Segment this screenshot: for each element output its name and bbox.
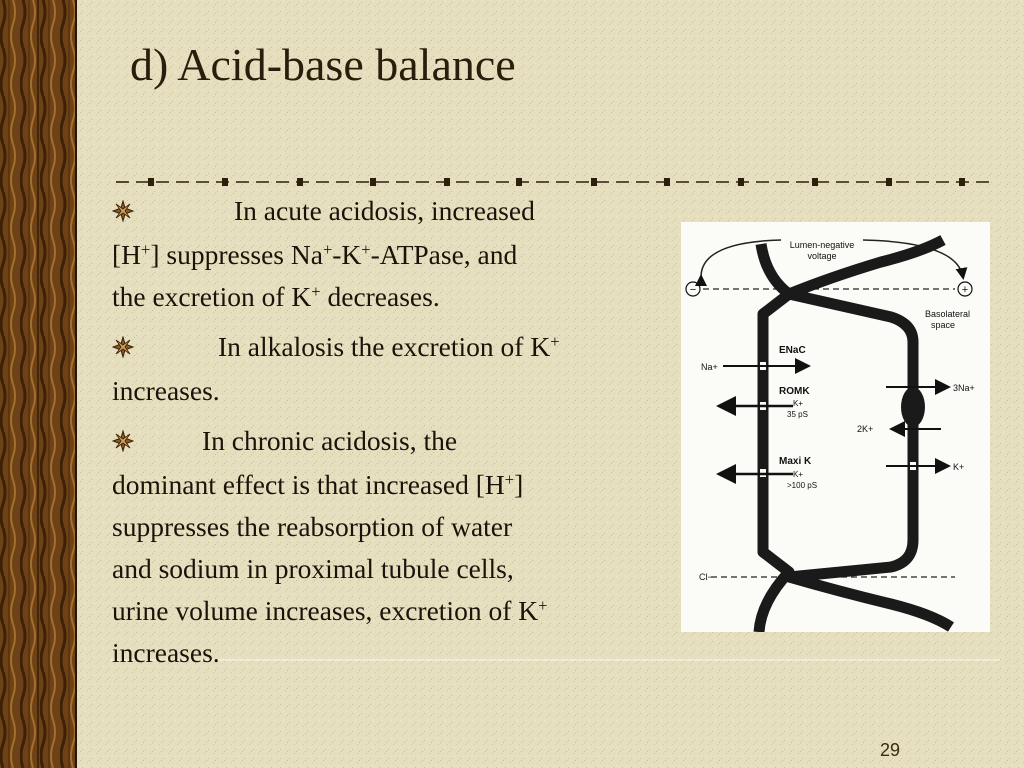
plus-label: +	[961, 284, 969, 296]
star-bullet-icon	[112, 328, 134, 370]
bullet-item	[112, 326, 672, 412]
wood-border	[0, 0, 78, 768]
basolateral-label: space	[931, 320, 956, 330]
page-number: 29	[880, 740, 901, 760]
basolateral-label: Basolateral	[925, 309, 971, 319]
bullet-1-line-1: In acute acidosis, increased	[234, 195, 535, 226]
bullet-1-line-2: [H+] suppresses Na+-K+-ATPase, and	[112, 239, 518, 270]
maxik-conductance-label: >100 pS	[787, 481, 818, 490]
bullet-1-line-3: the excretion of K+ decreases.	[112, 281, 440, 312]
superscript: +	[550, 331, 560, 351]
bullet-2-line-1: In alkalosis the excretion of K+	[218, 331, 560, 362]
potassium-channel-diagram	[681, 222, 990, 632]
three-na-label: 3Na+	[953, 383, 975, 393]
bullet-3-line-3: suppresses the reabsorption of water	[112, 511, 513, 542]
bullet-3-line-2: dominant effect is that increased [H+]	[112, 469, 524, 500]
bullet-item	[112, 190, 672, 318]
slide-title: d) Acid-base balance	[130, 39, 516, 90]
superscript: +	[322, 239, 333, 259]
star-bullet-icon	[112, 192, 134, 234]
superscript: +	[141, 239, 151, 259]
lumen-voltage-label: Lumen-negative	[789, 240, 855, 250]
na-k-pump-icon	[901, 387, 925, 427]
bullet-3-line-5: urine volume increases, excretion of K+	[112, 595, 548, 626]
two-k-label: 2K+	[857, 424, 874, 434]
superscript: +	[504, 469, 515, 489]
na-label: Na+	[701, 362, 718, 372]
maxik-k-label: K+	[793, 470, 804, 479]
star-bullet-icon	[112, 422, 134, 464]
bullet-2-line-2: increases.	[112, 375, 220, 406]
enac-label: ENaC	[779, 345, 806, 356]
bullet-item	[112, 420, 672, 674]
dashed-divider	[116, 174, 994, 190]
k-out-label: K+	[953, 462, 965, 472]
superscript: +	[311, 281, 321, 301]
minus-label: −	[689, 284, 697, 296]
bullet-3-line-4: and sodium in proximal tubule cells,	[112, 553, 514, 584]
bullet-3-line-6: increases.	[112, 637, 220, 668]
bullet-3-line-1: In chronic acidosis, the	[202, 425, 458, 456]
superscript: +	[538, 595, 548, 615]
superscript: +	[361, 239, 371, 259]
romk-label: ROMK	[779, 386, 810, 397]
lumen-voltage-label: voltage	[807, 251, 837, 261]
cl-label: Cl−	[699, 572, 713, 582]
maxik-label: Maxi K	[779, 456, 812, 467]
romk-conductance-label: 35 pS	[787, 410, 808, 419]
bullet-list	[112, 190, 672, 682]
cell-outline	[759, 244, 789, 632]
romk-k-label: K+	[793, 399, 804, 408]
